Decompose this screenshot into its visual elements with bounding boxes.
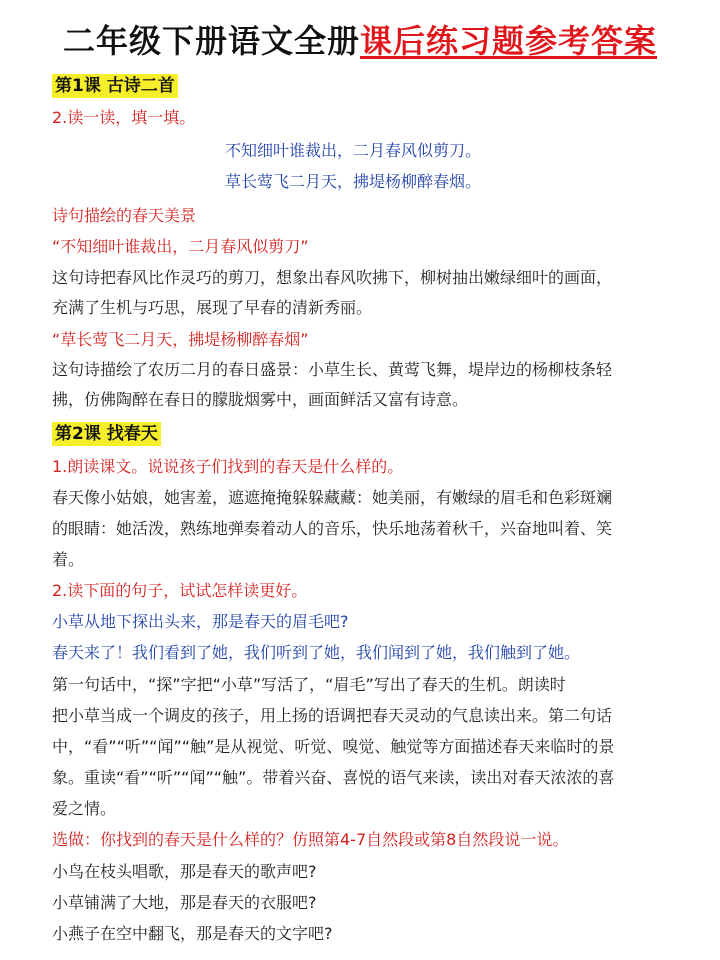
optional-task: 选做：你找到的春天是什么样的？仿照第4-7自然段或第8自然段说一说。	[52, 830, 569, 849]
scene-heading: 诗句描绘的春天美景	[52, 206, 197, 225]
paragraph-line: 这句诗把春风比作灵巧的剪刀，想象出春风吹拂下，柳树抽出嫩绿细叶的画面，	[52, 268, 613, 287]
sentence-2: 春天来了！我们看到了她，我们听到了她，我们闻到了她，我们触到了她。	[52, 643, 581, 662]
poem-line-1: 不知细叶谁裁出，二月春风似剪刀。	[225, 141, 482, 160]
example-line: 小鸟在枝头唱歌，那是春天的歌声吧?	[52, 862, 317, 881]
lesson1-heading: 第1课 古诗二首	[52, 76, 178, 96]
title-highlight: 课后练习题参考答案	[360, 22, 658, 60]
sentence-1: 小草从地下探出头来，那是春天的眉毛吧?	[52, 612, 349, 631]
answer-line: 的眼睛：她活泼，熟练地弹奏着动人的音乐，快乐地荡着秋千，兴奋地叫着、笑	[52, 519, 613, 538]
answer-line: 象。重读“看”“听”“闻”“触”。带着兴奋、喜悦的语气来读，读出对春天浓浓的喜	[52, 768, 615, 787]
lesson2-question2: 2.读下面的句子，试试怎样读更好。	[52, 581, 308, 600]
answer-line: 爱之情。	[52, 799, 117, 818]
quote-1: “不知细叶谁裁出，二月春风似剪刀”	[52, 237, 309, 256]
answer-line: 把小草当成一个调皮的孩子，用上扬的语调把春天灵动的气息读出来。第二句话	[52, 706, 613, 725]
answer-line: 着。	[52, 550, 85, 569]
paragraph-line: 充满了生机与巧思，展现了早春的清新秀丽。	[52, 298, 373, 317]
paragraph-line: 拂，仿佛陶醉在春日的朦胧烟雾中，画面鲜活又富有诗意。	[52, 390, 469, 409]
answer-line: 中，“看”“听”“闻”“触”是从视觉、听觉、嗅觉、触觉等方面描述春天来临时的景	[52, 737, 615, 756]
example-line: 小草铺满了大地，那是春天的衣服吧?	[52, 893, 317, 912]
quote-2: “草长莺飞二月天，拂堤杨柳醉春烟”	[52, 330, 309, 349]
title-main: 二年级下册语文全册	[62, 22, 360, 60]
lesson2-heading: 第2课 找春天	[52, 424, 161, 444]
answer-line: 第一句话中，“探”字把“小草”写活了，“眉毛”写出了春天的生机。朗读时	[52, 675, 566, 694]
lesson2-question1: 1.朗读课文。说说孩子们找到的春天是什么样的。	[52, 457, 404, 476]
page-title	[0, 16, 720, 62]
answer-line: 春天像小姑娘，她害羞，遮遮掩掩躲躲藏藏：她美丽，有嫩绿的眉毛和色彩斑斓	[52, 488, 613, 507]
paragraph-line: 这句诗描绘了农历二月的春日盛景：小草生长、黄莺飞舞，堤岸边的杨柳枝条轻	[52, 360, 613, 379]
poem-line-2: 草长莺飞二月天，拂堤杨柳醉春烟。	[225, 172, 482, 191]
lesson1-question2: 2.读一读，填一填。	[52, 108, 196, 127]
example-line: 小燕子在空中翻飞，那是春天的文字吧?	[52, 924, 333, 943]
